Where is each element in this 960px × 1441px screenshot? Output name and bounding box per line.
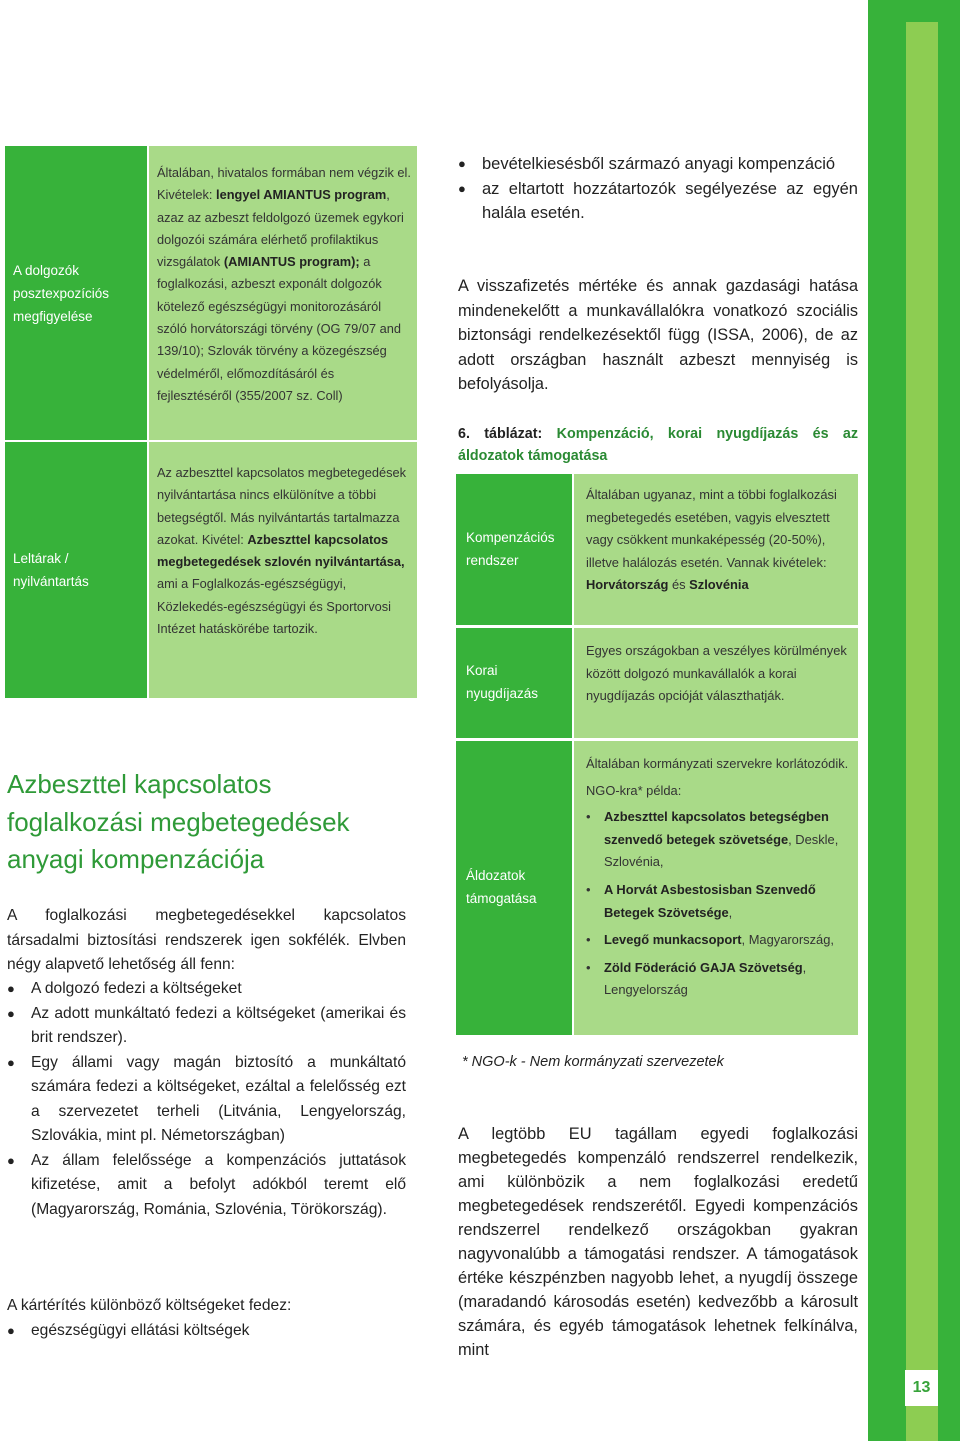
list-item: ● Az adott munkáltató fedezi a költségeket (amerikai és brit rendszer).: [7, 1002, 406, 1051]
list-item: ● Az állam felelőssége a kompenzációs juttatások kifizetése, amit a befolyt adókból teremt elő (Magyarország, Románia, Szlovénia, Törökország).: [7, 1149, 406, 1223]
row-content: Általában kormányzati szervekre korlátozódik. NGO-kra* példa: • Azbeszttel kapcsolatos betegségben szenvedő betegek szövetsége, Deskle, Szlovénia, • A Horvát Asbestosisban Szenvedő Betegek Szövetsége, • Levegő munkacsoport, Magyarország, • Zöld Föderáció GAJA Szövetség, Lengyelország: [574, 741, 858, 1035]
row-content: Egyes országokban a veszélyes körülmények között dolgozó munkavállalók a korai nyugdíjazás opcióját választhatják.: [574, 628, 858, 738]
row-header: Korai nyugdíjazás: [456, 628, 572, 738]
row-content: Általában ugyanaz, mint a többi foglalkozási megbetegedés esetében, vagyis elvesztett vagy csökkent munkaképesség (20-50%), illetve halálozás esetén. Vannak kivételek: Horvátország és Szlovénia: [574, 474, 858, 625]
ngo-list: [586, 806, 852, 1002]
costs-list: [7, 1319, 406, 1344]
options-list: [7, 977, 406, 1222]
list-item: • Levegő munkacsoport, Magyarország,: [586, 929, 852, 952]
repayment-paragraph: A visszafizetés mértéke és annak gazdasági hatása mindenekelőtt a munkavállalókra vonatkozó szociális biztonsági rendelkezésektől függ (ISSA, 2006), de az adott országban használt azbeszt mennyiség is befolyásolja.: [458, 277, 858, 393]
list-item: • A Horvát Asbestosisban Szenvedő Betegek Szövetsége,: [586, 879, 852, 924]
section-title: Azbeszttel kapcsolatos foglalkozási megbetegedések anyagi kompenzációja: [7, 769, 350, 874]
row-header: Leltárak / nyilvántartás: [5, 442, 147, 698]
row-header: Kompenzációs rendszer: [456, 474, 572, 625]
row-content: Általában, hivatalos formában nem végzik el. Kivételek: lengyel AMIANTUS program, azaz az azbeszt feldolgozó üzemek egykori dolgozói számára elérhető profilaktikus vizsgálatok (AMIANTUS program); a foglalkozási, azbeszt exponált dolgozók kötelező egészségügyi monitorozásáról szóló horvátországi törvény (OG 79/07 and 139/10); Szlovák törvény a közegészség védelméről, előmozdításáról és fejlesztéséről (355/2007 sz. Coll): [149, 146, 417, 440]
page-number: 13: [905, 1370, 938, 1406]
intro-paragraph: A foglalkozási megbetegedésekkel kapcsolatos társadalmi biztosítási rendszerek igen sokfélék. Elvben négy alapvető lehetőség áll fenn:: [7, 907, 406, 973]
list-item: • Zöld Föderáció GAJA Szövetség, Lengyelország: [586, 957, 852, 1002]
table-row: [456, 741, 858, 1035]
list-item: • Azbeszttel kapcsolatos betegségben szenvedő betegek szövetsége, Deskle, Szlovénia,: [586, 806, 852, 874]
costs-intro: A kártérítés különböző költségeket fedez:: [7, 1297, 292, 1314]
row-header: A dolgozók posztexpozíciós megfigyelése: [5, 146, 147, 440]
table-row: [5, 442, 417, 698]
table-caption: 6. táblázat: Kompenzáció, korai nyugdíjazás és az áldozatok támogatása: [458, 426, 858, 464]
list-item: ● az eltartott hozzátartozók segélyezése az egyén halála esetén.: [458, 177, 858, 226]
costs-list-continued: [458, 152, 858, 226]
list-item: ● A dolgozó fedezi a költségeket: [7, 977, 406, 1002]
table-row: [456, 474, 858, 625]
table-row: [456, 628, 858, 738]
list-item: ● Egy állami vagy magán biztosító a munkáltató számára fedezi a költségeket, ezáltal a felelősség ezt a szervezetet terheli (Litvánia, Lengyelország, Szlovákia, mint pl. Németországban): [7, 1051, 406, 1149]
list-item: ● egészségügyi ellátási költségek: [7, 1319, 406, 1344]
table-row: [5, 146, 417, 440]
list-item: ● bevételkiesésből származó anyagi kompenzáció: [458, 152, 858, 177]
row-content: Az azbeszttel kapcsolatos megbetegedések nyilvántartása nincs elkülönítve a többi betegségtől. Más nyilvántartás tartalmazza azokat. Kivétel: Azbeszttel kapcsolatos megbetegedések szlovén nyilvántartása, ami a Foglalkozás-egészségügyi, Közlekedés-egészségügyi és Sportorvosi Intézet hatáskörébe tartozik.: [149, 442, 417, 698]
table-footnote: * NGO-k - Nem kormányzati szervezetek: [462, 1054, 724, 1070]
page-edge-inner-stripe: [906, 22, 938, 1441]
row-header: Áldozatok támogatása: [456, 741, 572, 1035]
closing-paragraph: A legtöbb EU tagállam egyedi foglalkozási megbetegedés kompenzáló rendszerrel rendelkezik, ami különbözik a nem foglalkozási eredetű megbetegedések rendszerétől. Egyedi kompenzációs rendszerrel rendelkező országokban gyakran nagyvonalúbb a támogatási rendszer. A támogatások értéke készpénzben nagyobb lehet, a nyugdíj összege (maradandó károsodás esetén) kedvezőbb a károsult számára, és egyéb támogatások lehetnek felkínálva, mint: [458, 1125, 858, 1359]
